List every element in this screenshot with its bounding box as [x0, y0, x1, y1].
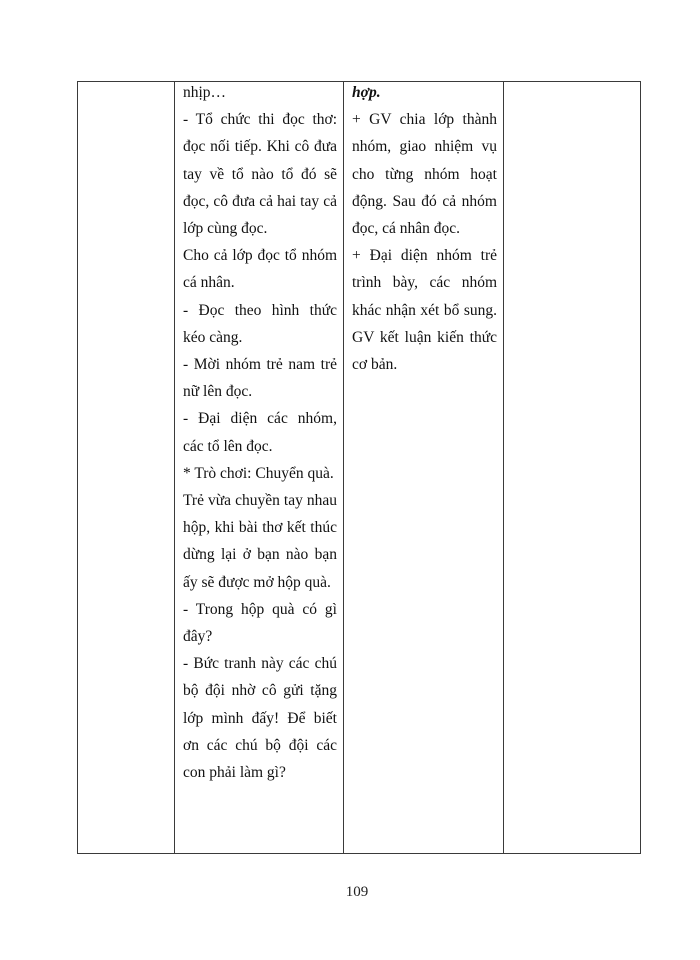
heading-fragment: hợp. [352, 84, 381, 101]
table-row [78, 82, 641, 854]
table-cell-col2 [175, 82, 344, 854]
paragraph: + GV chia lớp thành nhóm, giao nhiệm vụ cho từng nhóm hoạt động. Sau đó cả nhóm đọc, cá nhân đọc. [352, 111, 497, 238]
paragraph: - Tổ chức thi đọc thơ: đọc nối tiếp. Khi cô đưa tay về tổ nào tổ đó sẽ đọc, cô đưa cả hai tay cả lớp cùng đọc. [183, 111, 337, 238]
paragraph: Cho cả lớp đọc tổ nhóm cá nhân. [183, 247, 337, 292]
paragraph: Trẻ vừa chuyền tay nhau hộp, khi bài thơ kết thúc dừng lại ở bạn nào bạn ấy sẽ được mở hộp quà. [183, 492, 337, 591]
table-cell-col1 [78, 82, 175, 854]
paragraph: - Đọc theo hình thức kéo càng. [183, 301, 337, 346]
table-cell-col4 [504, 82, 641, 854]
page-number: 109 [345, 884, 369, 900]
teacher-activities-text [175, 79, 343, 786]
table-cell-col3 [344, 82, 504, 854]
paragraph: * Trò chơi: Chuyển quà. [183, 464, 334, 482]
paragraph: nhịp… [183, 84, 227, 101]
paragraph: - Đại diện các nhóm, các tổ lên đọc. [183, 410, 337, 455]
student-activities-text [344, 79, 503, 378]
lesson-plan-table [77, 81, 641, 854]
paragraph: - Trong hộp quà có gì đây? [183, 600, 337, 646]
paragraph: - Mời nhóm trẻ nam trẻ nữ lên đọc. [183, 356, 337, 401]
paragraph: - Bức tranh này các chú bộ đội nhờ cô gửi tặng lớp mình đấy! Để biết ơn các chú bộ đội các con phải làm gì? [183, 655, 337, 782]
paragraph: + Đại diện nhóm trẻ trình bày, các nhóm khác nhận xét bổ sung. GV kết luận kiến thức cơ bản. [352, 247, 497, 374]
